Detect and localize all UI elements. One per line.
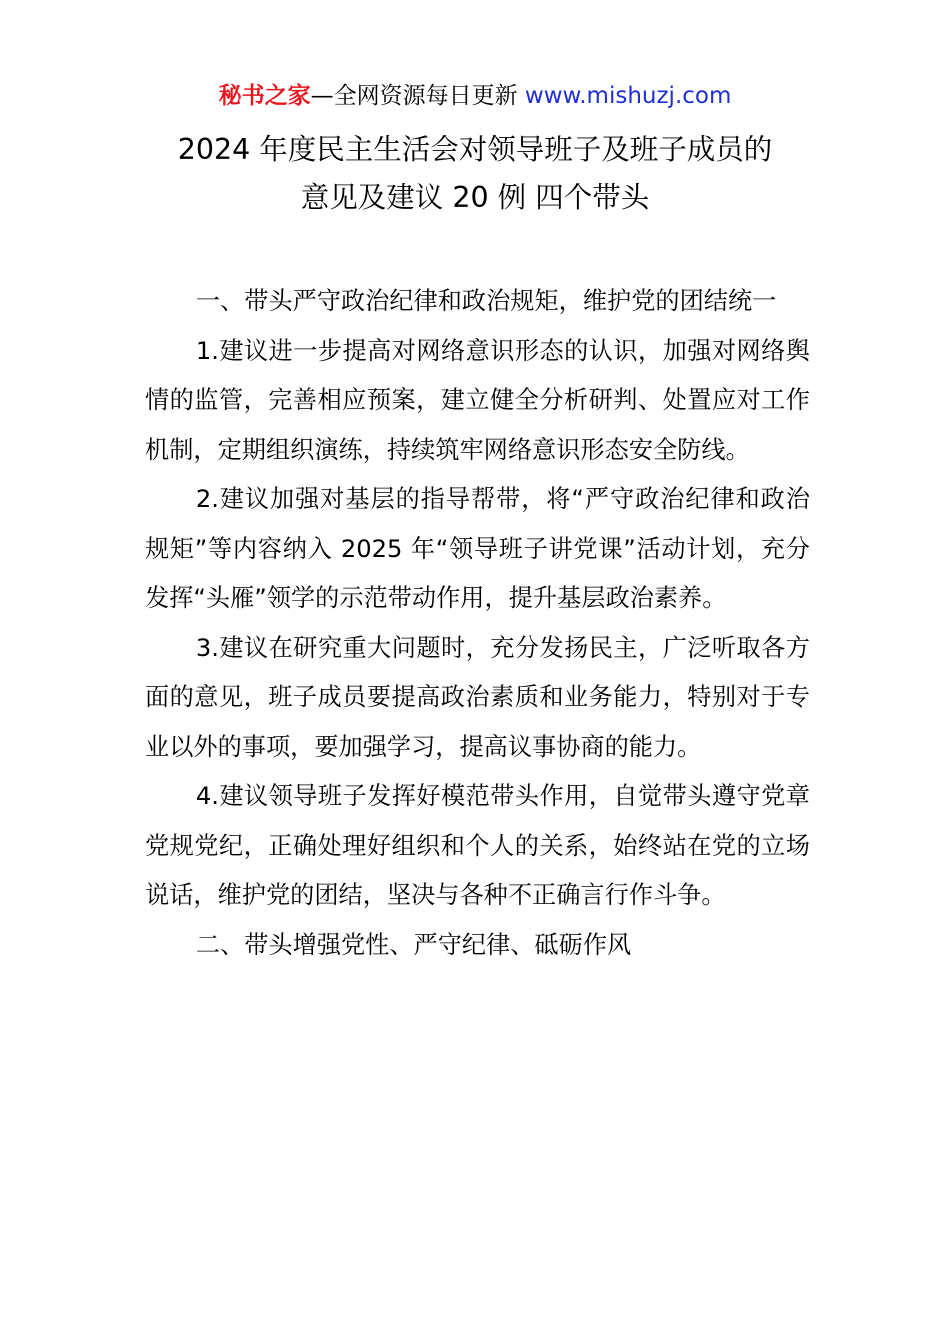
paragraph-item-3: 3.建议在研究重大问题时，充分发扬民主，广泛听取各方面的意见，班子成员要提高政治素质和业务能力，特别对于专业以外的事项，要加强学习，提高议事协商的能力。 [145,633,810,761]
section-heading-2: 二、带头增强党性、严守纪律、砥砺作风 [195,930,632,959]
paragraph-item-4: 4.建议领导班子发挥好模范带头作用，自觉带头遵守党章党规党纪，正确处理好组织和个人的关系，始终站在党的立场说话，维护党的团结，坚决与各种不正确言行作斗争。 [145,782,810,909]
site-tagline: —全网资源每日更新 [310,83,525,109]
title-line-1: 2024 年度民主生活会对领导班子及班子成员的 [177,133,773,166]
paragraph-item-1: 1.建议进一步提高对网络意识形态的认识，加强对网络舆情的监管，完善相应预案，建立健全分析研判、处置应对工作机制，定期组织演练，持续筑牢网络意识形态安全防线。 [145,336,810,464]
site-header [0,80,950,112]
paragraph-item-2: 2.建议加强对基层的指导帮带，将“严守政治纪律和政治规矩”等内容纳入 2025 年“领导班子讲党课”活动计划，充分发挥“头雁”领学的示范带动作用，提升基层政治素养。 [145,485,810,612]
site-url[interactable]: www.mishuzj.com [524,83,732,109]
document-body [145,277,810,970]
title-line-2: 意见及建议 20 例 四个带头 [300,181,650,214]
document-title [100,126,850,222]
brand-name: 秘书之家 [218,83,311,109]
section-heading-1: 一、带头严守政治纪律和政治规矩，维护党的团结统一 [195,287,777,315]
